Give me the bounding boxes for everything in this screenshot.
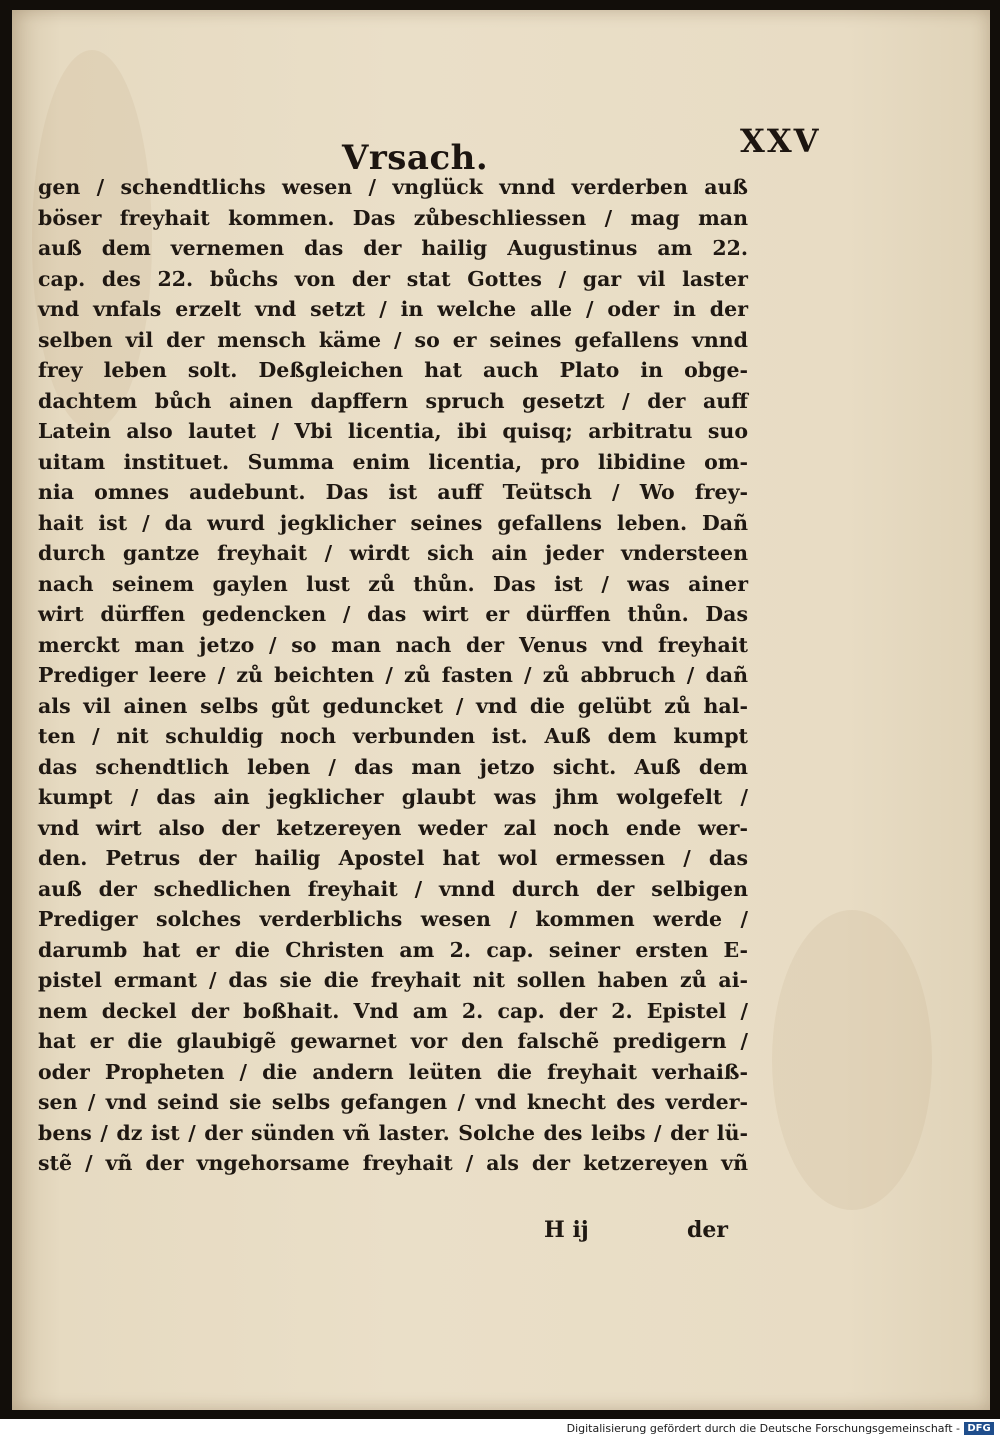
text-line: darumb hat er die Christen am 2. cap. seiner ersten E- (38, 937, 748, 962)
running-head: Vrsach. (342, 138, 489, 178)
text-line: böser freyhait kommen. Das zůbeschliessen / mag man (38, 205, 748, 230)
attribution-text: Digitalisierung gefördert durch die Deutsche Forschungsgemeinschaft - (566, 1422, 960, 1435)
text-line: durch gantze freyhait / wirdt sich ain jeder vndersteen (38, 541, 748, 565)
text-line: pistel ermant / das sie die freyhait nit sollen haben zů ai- (38, 968, 748, 992)
attribution-bar (0, 1419, 1000, 1439)
text-line: auß dem vernemen das der hailig Augustinus am 22. (38, 236, 748, 260)
text-line: nem deckel der boßhait. Vnd am 2. cap. der 2. Epistel / (38, 998, 748, 1023)
text-line: vnd wirt also der ketzereyen weder zal noch ende wer- (38, 815, 748, 840)
text-line: kumpt / das ain jegklicher glaubt was jhm wolgefelt / (38, 785, 748, 809)
text-line: den. Petrus der hailig Apostel hat wol ermessen / das (38, 846, 748, 870)
text-line: vnd vnfals erzelt vnd setzt / in welche alle / oder in der (38, 297, 748, 321)
text-line: ten / nit schuldig noch verbunden ist. Auß dem kumpt (38, 724, 748, 748)
book-page (12, 10, 990, 1410)
text-line: Prediger solches verderblichs wesen / kommen werde / (38, 907, 748, 931)
text-line: auß der schedlichen freyhait / vnnd durch der selbigen (38, 876, 748, 901)
text-line: oder Propheten / die andern leüten die freyhait verhaiß- (38, 1059, 748, 1084)
text-line: selben vil der mensch käme / so er seines gefallens vnnd (38, 327, 748, 352)
text-line: stẽ / vñ der vngehorsame freyhait / als der ketzereyen vñ (38, 1151, 748, 1175)
text-line: wirt dürffen gedencken / das wirt er dürffen thůn. Das (38, 602, 748, 626)
paper-stain (772, 910, 932, 1210)
folio-number: XXV (740, 122, 821, 160)
text-line: als vil ainen selbs gůt geduncket / vnd die gelübt zů hal- (38, 693, 748, 718)
text-line: uitam instituet. Summa enim licentia, pro libidine om- (38, 449, 748, 474)
text-line: merckt man jetzo / so man nach der Venus vnd freyhait (38, 632, 748, 657)
text-line: hait ist / da wurd jegklicher seines gefallens leben. Dañ (38, 510, 748, 535)
signature-mark: H ij (544, 1217, 589, 1243)
text-line: dachtem bůch ainen dapffern spruch gesetzt / der auff (38, 388, 748, 413)
text-line: Prediger leere / zů beichten / zů fasten / zů abbruch / dañ (38, 663, 748, 687)
text-line: nach seinem gaylen lust zů thůn. Das ist / was ainer (38, 571, 748, 596)
text-line: hat er die glaubigẽ gewarnet vor den falschẽ predigern / (38, 1029, 748, 1053)
text-line: cap. des 22. bůchs von der stat Gottes / gar vil laster (38, 266, 748, 291)
text-line: gen / schendtlichs wesen / vnglück vnnd verderben auß (38, 175, 748, 199)
text-line: bens / dz ist / der sünden vñ laster. Solche des leibs / der lü- (38, 1120, 748, 1145)
text-line: frey leben solt. Deßgleichen hat auch Plato in obge- (38, 358, 748, 382)
text-line: das schendtlich leben / das man jetzo sicht. Auß dem (38, 754, 748, 779)
catchword: der (687, 1217, 728, 1243)
text-line: nia omnes audebunt. Das ist auff Teütsch / Wo frey- (38, 480, 748, 504)
text-line: Latein also lautet / Vbi licentia, ibi quisq; arbitratu suo (38, 419, 748, 443)
body-text (38, 172, 748, 1179)
dfg-logo-icon: DFG (964, 1422, 994, 1435)
text-line: sen / vnd seind sie selbs gefangen / vnd knecht des verder- (38, 1090, 748, 1114)
